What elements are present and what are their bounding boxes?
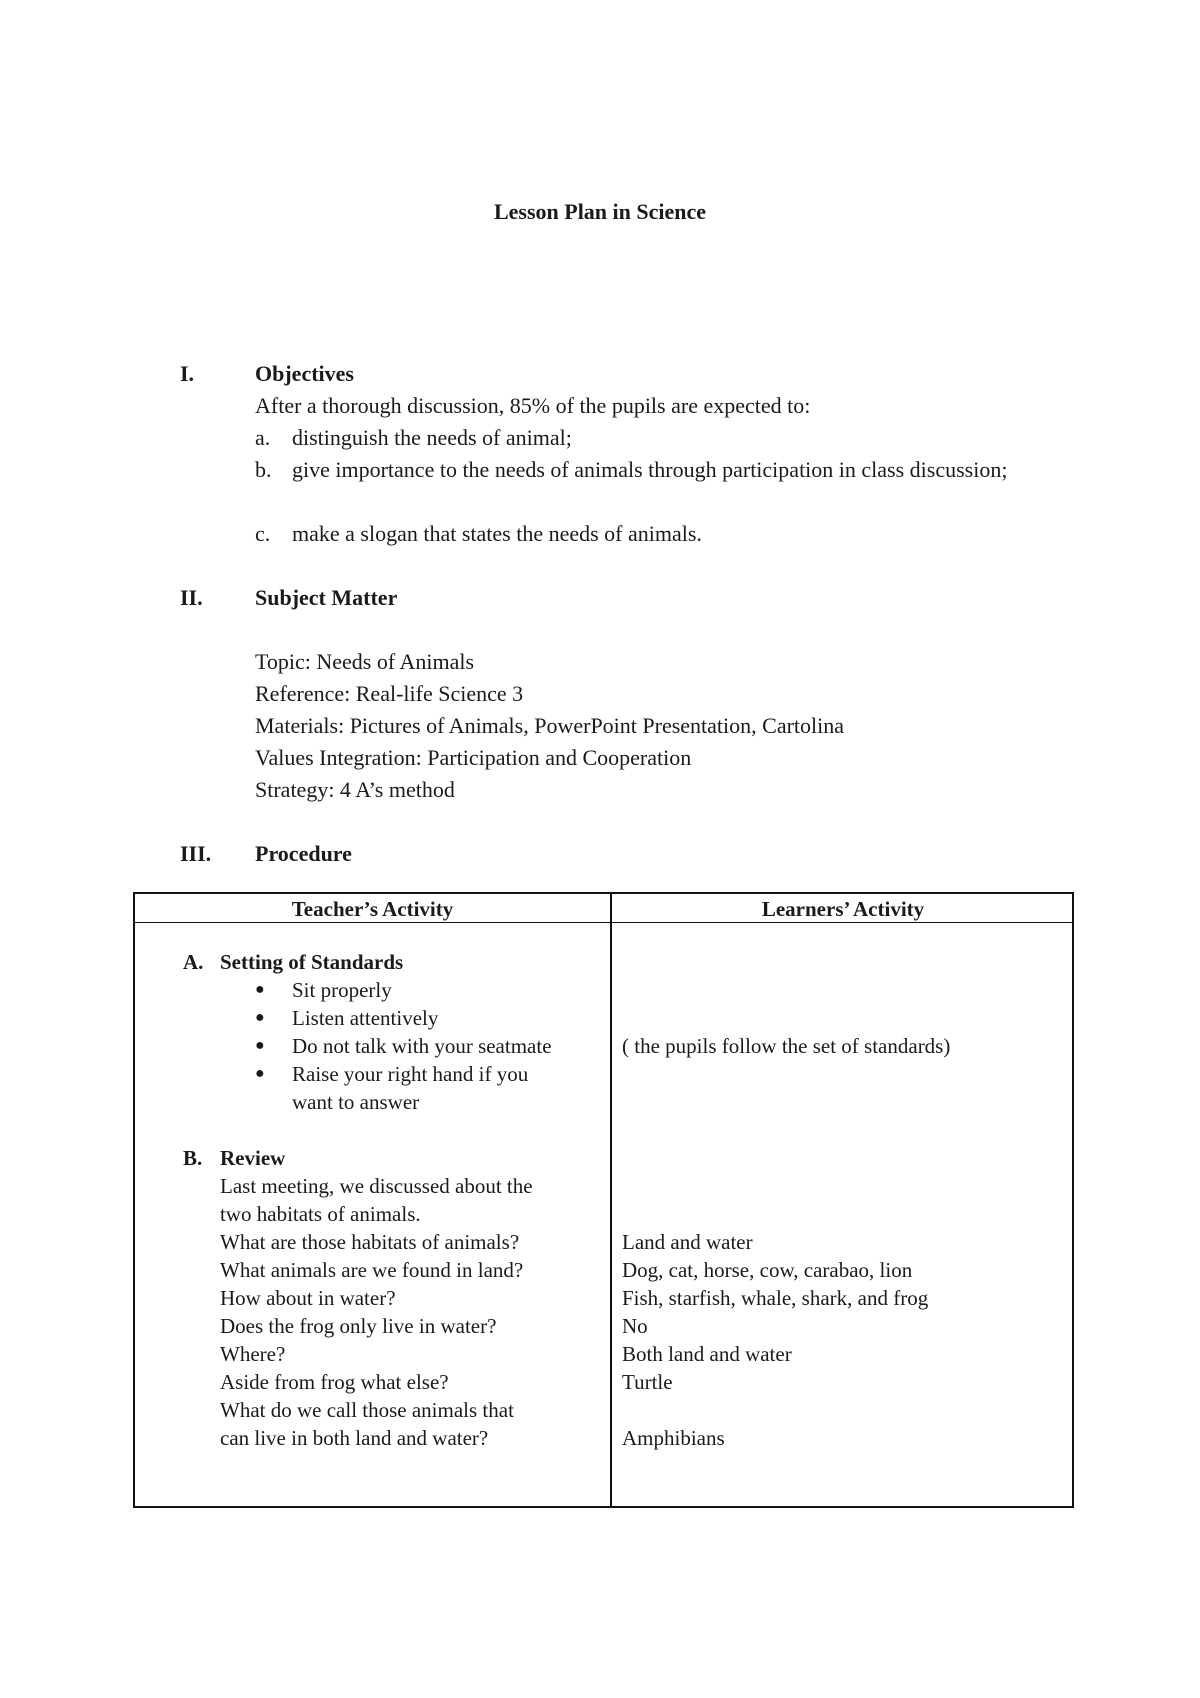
- header-learners-activity: Learners’ Activity: [761, 897, 925, 921]
- review-letter: B.: [183, 1146, 203, 1170]
- section-number-objectives: I.: [180, 361, 195, 386]
- standards-heading: Setting of Standards: [220, 950, 404, 974]
- page-title: Lesson Plan in Science: [493, 199, 707, 224]
- objective-letter: a.: [255, 425, 271, 450]
- objective-item: distinguish the needs of animal;: [292, 425, 572, 450]
- bullet-icon: ●: [255, 1065, 265, 1082]
- review-heading: Review: [220, 1146, 286, 1170]
- standard-item: Listen attentively: [292, 1006, 439, 1030]
- standard-item: Do not talk with your seatmate: [292, 1034, 552, 1058]
- bullet-icon: ●: [255, 1009, 265, 1026]
- review-learner-line: Both land and water: [622, 1342, 792, 1366]
- section-heading-procedure: Procedure: [255, 841, 352, 866]
- objective-letter: b.: [255, 457, 272, 482]
- review-learner-line: No: [622, 1314, 648, 1338]
- review-teacher-line: Does the frog only live in water?: [220, 1314, 497, 1338]
- objective-item: make a slogan that states the needs of animals.: [292, 521, 702, 546]
- review-teacher-line: What animals are we found in land?: [220, 1258, 524, 1282]
- review-teacher-line: What are those habitats of animals?: [220, 1230, 520, 1254]
- subject-reference: Reference: Real-life Science 3: [255, 681, 524, 706]
- review-teacher-line: can live in both land and water?: [220, 1426, 489, 1450]
- objectives-intro: After a thorough discussion, 85% of the pupils are expected to:: [255, 393, 811, 418]
- objective-letter: c.: [255, 521, 271, 546]
- subject-materials: Materials: Pictures of Animals, PowerPoint Presentation, Cartolina: [255, 713, 845, 738]
- review-learner-line: Fish, starfish, whale, shark, and frog: [622, 1286, 929, 1310]
- bullet-icon: ●: [255, 1037, 265, 1054]
- review-learner-line: Turtle: [622, 1370, 673, 1394]
- review-learner-line: Land and water: [622, 1230, 753, 1254]
- header-teacher-activity: Teacher’s Activity: [291, 897, 454, 921]
- section-heading-subject-matter: Subject Matter: [255, 585, 398, 610]
- section-heading-objectives: Objectives: [255, 361, 354, 386]
- review-learner-line: Dog, cat, horse, cow, carabao, lion: [622, 1258, 913, 1282]
- header-divider: [135, 922, 1072, 923]
- section-number-subject-matter: II.: [180, 585, 203, 610]
- review-teacher-line: Where?: [220, 1342, 286, 1366]
- section-number-procedure: III.: [180, 841, 212, 866]
- review-teacher-line: Aside from frog what else?: [220, 1370, 449, 1394]
- review-teacher-line: two habitats of animals.: [220, 1202, 421, 1226]
- subject-strategy: Strategy: 4 A’s method: [255, 777, 455, 802]
- column-divider: [610, 894, 612, 1506]
- standard-item: Sit properly: [292, 978, 392, 1002]
- objective-item: give importance to the needs of animals through participation in class discussion;: [292, 457, 1008, 482]
- review-teacher-line: How about in water?: [220, 1286, 396, 1310]
- procedure-table: [133, 892, 1074, 1508]
- standard-item-continued: want to answer: [292, 1090, 420, 1114]
- bullet-icon: ●: [255, 981, 265, 998]
- standard-item: Raise your right hand if you: [292, 1062, 529, 1086]
- standards-letter: A.: [183, 950, 204, 974]
- learner-response-standards: ( the pupils follow the set of standards): [622, 1034, 951, 1058]
- subject-values: Values Integration: Participation and Cooperation: [255, 745, 692, 770]
- subject-topic: Topic: Needs of Animals: [255, 649, 475, 674]
- review-learner-line: Amphibians: [622, 1426, 725, 1450]
- review-teacher-line: Last meeting, we discussed about the: [220, 1174, 533, 1198]
- review-teacher-line: What do we call those animals that: [220, 1398, 514, 1422]
